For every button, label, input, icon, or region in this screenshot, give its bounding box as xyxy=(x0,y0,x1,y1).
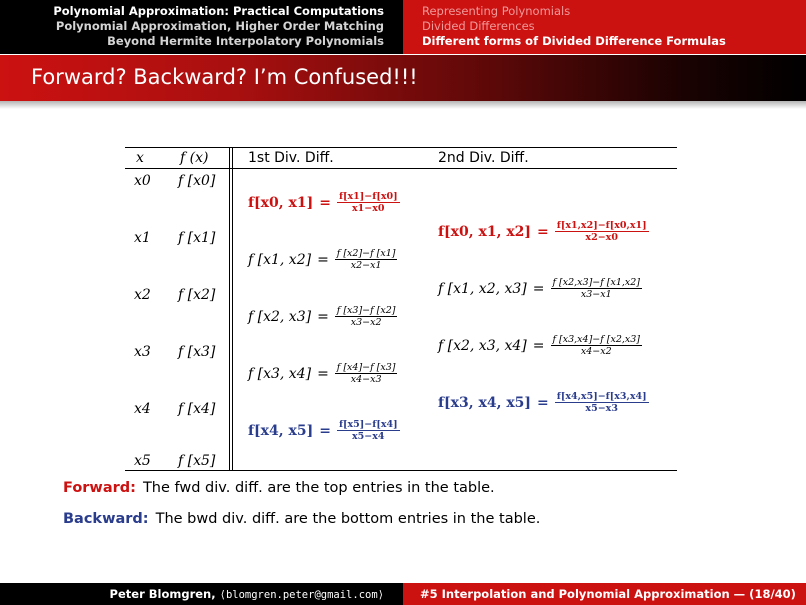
second-dd-0: f[x0, x1, x2] = $\frac{f[x1,x2]-f[x0,x1]}{x2-x0}$ xyxy=(438,220,647,243)
first-dd-3-denominator: x4−x3 xyxy=(350,374,382,385)
x-value-3: x3 xyxy=(134,344,151,360)
second-dd-1-lhs: f [x1, x2, x3] xyxy=(438,280,527,297)
nav-section-higher-order-matching[interactable]: Polynomial Approximation, Higher Order Matching xyxy=(55,19,384,33)
header-navigation xyxy=(0,0,806,54)
second-dd-2-denominator: x4−x2 xyxy=(580,346,612,357)
forward-text: The fwd div. diff. are the top entries in the table. xyxy=(142,480,495,496)
first-dd-3: f [x3, x4] = $\frac{f [x4]-f [x3]}{x4-x3}$ xyxy=(248,362,396,385)
nav-subsection-representing-polynomials[interactable]: Representing Polynomials xyxy=(422,4,571,18)
backward-note xyxy=(63,510,540,528)
second-dd-3-fraction xyxy=(555,391,649,414)
first-dd-3-numerator: f [x4]−f [x3] xyxy=(336,362,396,373)
header-fx: f (x) xyxy=(180,150,209,166)
nav-section-practical-computations[interactable]: Polynomial Approximation: Practical Computations xyxy=(53,4,384,18)
second-dd-1-denominator: x3−x1 xyxy=(580,289,612,300)
fx-value-2: f [x2] xyxy=(178,287,216,303)
footer-author-block xyxy=(0,583,403,605)
second-dd-1-fraction xyxy=(551,277,643,300)
first-dd-4-numerator: f[x5]−f[x4] xyxy=(338,419,398,430)
table-bottom-rule xyxy=(125,470,677,471)
second-dd-2-fraction xyxy=(551,334,643,357)
first-dd-3-lhs: f [x3, x4] xyxy=(248,365,312,382)
first-dd-4-fraction xyxy=(337,419,400,442)
table-top-rule xyxy=(125,147,677,148)
table-double-rule-b xyxy=(232,147,233,470)
footer xyxy=(0,583,806,605)
first-dd-2-numerator: f [x3]−f [x2] xyxy=(336,305,396,316)
x-value-5: x5 xyxy=(134,453,151,469)
nav-section-beyond-hermite[interactable]: Beyond Hermite Interpolatory Polynomials xyxy=(107,34,384,48)
x-value-4: x4 xyxy=(134,401,151,417)
second-dd-3-numerator: f[x4,x5]−f[x3,x4] xyxy=(556,391,647,402)
second-dd-3-denominator: x5−x3 xyxy=(585,403,618,414)
subsection-nav xyxy=(403,0,806,54)
frame-title: Forward? Backward? I’m Confused!!! xyxy=(31,65,418,89)
x-value-0: x0 xyxy=(134,173,151,189)
second-dd-2-numerator: f [x3,x4]−f [x2,x3] xyxy=(552,334,641,345)
footer-email: ⟨blomgren.peter@gmail.com⟩ xyxy=(219,589,384,601)
title-shadow xyxy=(0,101,806,109)
fx-value-1: f [x1] xyxy=(178,230,216,246)
first-dd-1-numerator: f [x2]−f [x1] xyxy=(336,248,396,259)
first-dd-3-fraction xyxy=(335,362,398,385)
second-dd-1-numerator: f [x2,x3]−f [x1,x2] xyxy=(552,277,641,288)
first-dd-2-denominator: x3−x2 xyxy=(350,317,382,328)
table-header-rule xyxy=(125,168,677,169)
first-dd-2-lhs: f [x2, x3] xyxy=(248,308,312,325)
header-second-dd: 2nd Div. Diff. xyxy=(438,150,529,166)
fx-value-5: f [x5] xyxy=(178,453,216,469)
first-dd-0-denominator: x1−x0 xyxy=(352,203,385,214)
fx-value-4: f [x4] xyxy=(178,401,216,417)
frame-title-bar xyxy=(0,55,806,101)
first-dd-0-lhs: f[x0, x1] xyxy=(248,194,314,211)
footer-section-info: #5 Interpolation and Polynomial Approximation — (18/40) xyxy=(403,583,806,605)
first-dd-0-fraction xyxy=(337,191,400,214)
second-dd-1: f [x1, x2, x3] = $\frac{f [x2,x3]-f [x1,x2]}{x3-x1}$ xyxy=(438,277,641,300)
second-dd-2-lhs: f [x2, x3, x4] xyxy=(438,337,527,354)
table-double-rule-a xyxy=(229,147,230,470)
first-dd-2-fraction xyxy=(335,305,398,328)
first-dd-1: f [x1, x2] = $\frac{f [x2]-f [x1]}{x2-x1}$ xyxy=(248,248,396,271)
footer-author: Peter Blomgren, xyxy=(109,587,216,601)
first-dd-1-lhs: f [x1, x2] xyxy=(248,251,312,268)
x-value-2: x2 xyxy=(134,287,151,303)
backward-text: The bwd div. diff. are the bottom entries in the table. xyxy=(155,511,541,527)
forward-note xyxy=(63,479,495,497)
second-dd-3: f[x3, x4, x5] = $\frac{f[x4,x5]-f[x3,x4]}{x5-x3}$ xyxy=(438,391,647,414)
first-dd-1-denominator: x2−x1 xyxy=(350,260,382,271)
second-dd-3-lhs: f[x3, x4, x5] xyxy=(438,394,532,411)
x-value-1: x1 xyxy=(134,230,151,246)
first-dd-1-fraction xyxy=(335,248,398,271)
second-dd-0-numerator: f[x1,x2]−f[x0,x1] xyxy=(556,220,647,231)
section-nav xyxy=(0,0,403,54)
second-dd-0-denominator: x2−x0 xyxy=(585,232,618,243)
header-first-dd: 1st Div. Diff. xyxy=(248,150,334,166)
second-dd-2: f [x2, x3, x4] = $\frac{f [x3,x4]-f [x2,x3]}{x4-x2}$ xyxy=(438,334,641,357)
header-x: x xyxy=(136,150,144,166)
backward-label: Backward: xyxy=(63,511,149,527)
first-dd-4-lhs: f[x4, x5] xyxy=(248,422,314,439)
first-dd-4: f[x4, x5] = $\frac{f[x5]-f[x4]}{x5-x4}$ xyxy=(248,419,398,442)
second-dd-0-lhs: f[x0, x1, x2] xyxy=(438,223,532,240)
fx-value-0: f [x0] xyxy=(178,173,216,189)
first-dd-2: f [x2, x3] = $\frac{f [x3]-f [x2]}{x3-x2}$ xyxy=(248,305,396,328)
nav-subsection-divided-differences[interactable]: Divided Differences xyxy=(422,19,535,33)
nav-subsection-dd-formulas[interactable]: Different forms of Divided Difference Formulas xyxy=(422,34,726,48)
fx-value-3: f [x3] xyxy=(178,344,216,360)
first-dd-4-denominator: x5−x4 xyxy=(352,431,385,442)
second-dd-0-fraction xyxy=(555,220,649,243)
first-dd-0-numerator: f[x1]−f[x0] xyxy=(338,191,398,202)
first-dd-0: f[x0, x1] = $\frac{f[x1]-f[x0]}{x1-x0}$ xyxy=(248,191,398,214)
forward-label: Forward: xyxy=(63,480,136,496)
